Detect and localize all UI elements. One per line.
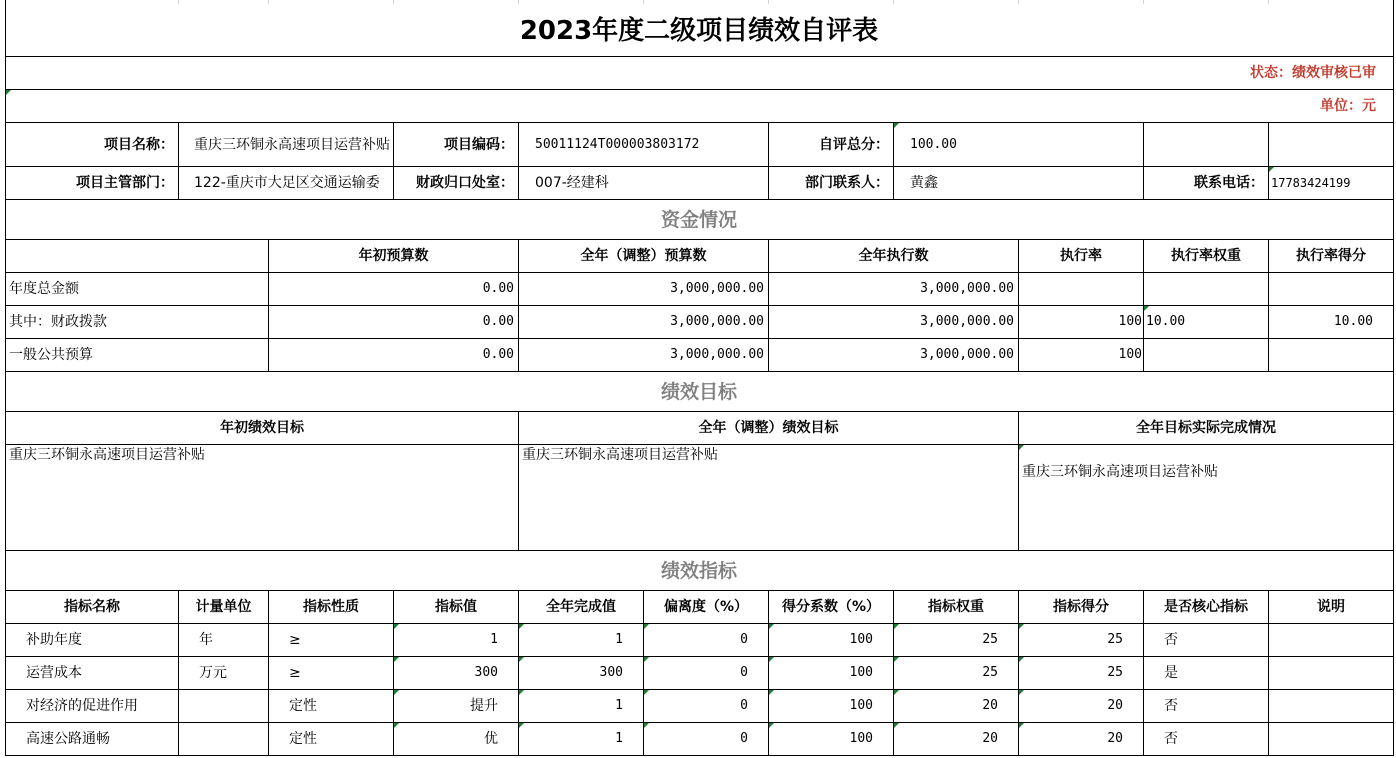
cell-marker [644, 624, 649, 629]
grid-mark [268, 0, 269, 4]
grid-mark [393, 0, 394, 4]
fund-row-rate[interactable] [1019, 273, 1143, 305]
fund-row-rate[interactable]: 100 [1118, 314, 1142, 329]
goals-header-adjusted: 全年（调整）绩效目标 [698, 420, 839, 436]
cell-marker [1019, 723, 1024, 728]
fund-row-rate[interactable]: 100 [1118, 347, 1142, 362]
indicator-cell-name[interactable]: 补助年度 [26, 632, 82, 648]
fund-row-initial[interactable]: 0.00 [482, 314, 514, 329]
cell-marker [1144, 306, 1149, 311]
project-code-value[interactable]: 50011124T000003803172 [535, 136, 700, 152]
indicator-header-unit: 计量单位 [195, 599, 252, 615]
cell-marker [769, 690, 774, 695]
fund-row-weight[interactable] [1144, 339, 1268, 371]
indicator-cell-deviation[interactable]: 0 [740, 698, 748, 713]
dept-value[interactable]: 122-重庆市大足区交通运输委 [194, 175, 380, 191]
indicator-cell-deviation[interactable]: 0 [740, 665, 748, 680]
indicator-header-score: 指标得分 [1053, 599, 1109, 615]
grid-mark [893, 0, 894, 4]
indicator-cell-nature[interactable]: 定性 [289, 698, 317, 714]
indicator-cell-coefficient[interactable]: 100 [849, 698, 873, 713]
cell-marker [894, 690, 899, 695]
indicator-header-target: 指标值 [435, 599, 477, 615]
goals-header-initial: 年初绩效目标 [220, 420, 304, 436]
indicator-cell-core[interactable]: 是 [1164, 665, 1178, 681]
indicator-header-nature: 指标性质 [303, 599, 359, 615]
grid-mark [643, 0, 644, 4]
indicator-cell-target[interactable]: 优 [484, 731, 498, 747]
fund-row-score[interactable]: 10.00 [1333, 314, 1373, 329]
border [518, 122, 519, 199]
indicator-cell-core[interactable]: 否 [1164, 632, 1178, 648]
cell-marker [6, 90, 11, 95]
indicator-cell-target[interactable]: 1 [490, 632, 498, 647]
indicator-cell-note[interactable] [1269, 690, 1393, 722]
grid-mark [178, 0, 179, 4]
cell-marker [519, 657, 524, 662]
indicator-cell-note[interactable] [1269, 624, 1393, 656]
cell-marker [394, 723, 399, 728]
funds-section-title: 资金情况 [660, 208, 737, 231]
indicator-header-note: 说明 [1317, 599, 1345, 615]
cell-marker [1269, 167, 1274, 172]
indicator-cell-completed[interactable]: 1 [615, 632, 623, 647]
funds-header-initial: 年初预算数 [358, 248, 429, 264]
indicator-cell-weight[interactable]: 20 [982, 731, 998, 746]
phone-value[interactable]: 17783424199 [1271, 176, 1351, 190]
fund-row-score[interactable] [1269, 339, 1393, 371]
indicator-cell-nature[interactable]: ≥ [289, 665, 301, 681]
border [1393, 0, 1394, 756]
cell-marker [1019, 657, 1024, 662]
indicator-cell-completed[interactable]: 1 [615, 698, 623, 713]
finance-office-label: 财政归口处室： [416, 175, 514, 191]
indicators-section-title: 绩效指标 [660, 559, 737, 582]
dept-label: 项目主管部门： [76, 175, 174, 191]
indicator-cell-deviation[interactable]: 0 [740, 731, 748, 746]
cell-marker [644, 690, 649, 695]
indicator-cell-score[interactable]: 20 [1107, 731, 1123, 746]
grid-mark [1143, 0, 1144, 4]
grid-mark [768, 0, 769, 4]
indicator-header-completed: 全年完成值 [546, 599, 616, 615]
self-score-value[interactable]: 100.00 [910, 136, 957, 152]
contact-value[interactable]: 黄鑫 [910, 175, 938, 191]
indicator-cell-nature[interactable]: ≥ [289, 632, 301, 648]
border [5, 755, 1393, 756]
cell-marker [1019, 690, 1024, 695]
cell-marker [769, 657, 774, 662]
funds-header-score: 执行率得分 [1296, 248, 1366, 264]
indicator-cell-unit[interactable]: 万元 [199, 665, 227, 681]
indicator-header-coefficient: 得分系数（%） [781, 599, 881, 615]
indicator-cell-name[interactable]: 高速公路通畅 [26, 731, 110, 747]
fund-row-adjusted[interactable]: 3,000,000.00 [670, 347, 764, 362]
grid-mark [1268, 0, 1269, 4]
fund-row-weight[interactable] [1144, 273, 1268, 305]
contact-label: 部门联系人： [805, 175, 889, 191]
project-code-label: 项目编码： [444, 136, 514, 153]
goal-initial-text[interactable]: 重庆三环铜永高速项目运营补贴 [9, 447, 205, 463]
fund-row-executed[interactable]: 3,000,000.00 [920, 314, 1014, 329]
project-name-value[interactable]: 重庆三环铜永高速项目运营补贴 [194, 136, 390, 153]
fund-row-name[interactable]: 一般公共预算 [9, 347, 93, 363]
border [178, 122, 179, 199]
cell-marker [894, 723, 899, 728]
indicator-cell-name[interactable]: 对经济的促进作用 [26, 698, 138, 714]
cell-marker [394, 657, 399, 662]
funds-header-weight: 执行率权重 [1171, 248, 1241, 264]
status-label: 状态：绩效审核已审 [1250, 65, 1376, 81]
fund-row-executed[interactable]: 3,000,000.00 [920, 347, 1014, 362]
indicator-cell-weight[interactable]: 20 [982, 698, 998, 713]
project-name-label: 项目名称： [104, 136, 174, 153]
fund-row-weight[interactable]: 10.00 [1146, 314, 1186, 329]
cell-marker [519, 690, 524, 695]
indicator-cell-score[interactable]: 25 [1107, 665, 1123, 680]
indicator-cell-target[interactable]: 300 [474, 665, 498, 680]
indicator-cell-note[interactable] [1269, 657, 1393, 689]
fund-row-initial[interactable]: 0.00 [482, 281, 514, 296]
cell-marker [519, 723, 524, 728]
cell-marker [1019, 445, 1024, 450]
cell-marker [894, 624, 899, 629]
indicator-cell-unit[interactable] [179, 723, 268, 755]
cell-marker [894, 657, 899, 662]
indicator-cell-completed[interactable]: 300 [599, 665, 623, 680]
indicator-cell-unit[interactable]: 年 [199, 632, 213, 648]
indicator-header-deviation: 偏离度（%） [663, 599, 749, 615]
cell-marker [894, 123, 899, 128]
fund-row-score[interactable] [1269, 273, 1393, 305]
goal-adjusted-text[interactable]: 重庆三环铜永高速项目运营补贴 [522, 447, 718, 463]
goal-actual-text[interactable]: 重庆三环铜永高速项目运营补贴 [1022, 464, 1218, 480]
grid-mark [518, 0, 519, 4]
goals-section-title: 绩效目标 [660, 380, 737, 403]
funds-header-adjusted: 全年（调整）预算数 [580, 248, 707, 264]
border [893, 122, 894, 199]
indicator-cell-name[interactable]: 运营成本 [26, 665, 82, 681]
finance-office-value[interactable]: 007-经建科 [535, 175, 609, 191]
indicator-cell-note[interactable] [1269, 723, 1393, 755]
indicator-cell-score[interactable]: 25 [1107, 632, 1123, 647]
cell-marker [644, 657, 649, 662]
fund-row-adjusted[interactable]: 3,000,000.00 [670, 314, 764, 329]
indicator-header-name: 指标名称 [64, 599, 120, 615]
unit-label: 单位：元 [1320, 98, 1376, 114]
fund-row-name[interactable]: 其中：财政拨款 [9, 314, 107, 330]
funds-header-rate: 执行率 [1060, 248, 1102, 264]
funds-header-executed: 全年执行数 [858, 248, 929, 264]
cell-marker [1019, 624, 1024, 629]
indicator-cell-deviation[interactable]: 0 [740, 632, 748, 647]
cell-marker [769, 624, 774, 629]
indicator-cell-coefficient[interactable]: 100 [849, 731, 873, 746]
cell-marker [769, 723, 774, 728]
indicator-cell-weight[interactable]: 25 [982, 632, 998, 647]
indicator-cell-unit[interactable] [179, 690, 268, 722]
indicator-cell-completed[interactable]: 1 [615, 731, 623, 746]
indicator-cell-core[interactable]: 否 [1164, 698, 1178, 714]
indicator-cell-score[interactable]: 20 [1107, 698, 1123, 713]
grid-mark [1018, 0, 1019, 4]
indicator-cell-coefficient[interactable]: 100 [849, 632, 873, 647]
self-score-label: 自评总分： [819, 136, 889, 153]
phone-label: 联系电话： [1194, 175, 1264, 191]
page-title: 2023年度二级项目绩效自评表 [519, 16, 879, 46]
fund-row-initial[interactable]: 0.00 [482, 347, 514, 362]
indicator-cell-weight[interactable]: 25 [982, 665, 998, 680]
cell-marker [644, 723, 649, 728]
indicator-cell-coefficient[interactable]: 100 [849, 665, 873, 680]
cell-marker [394, 624, 399, 629]
indicator-header-core: 是否核心指标 [1164, 599, 1248, 615]
cell-marker [394, 690, 399, 695]
indicator-header-weight: 指标权重 [928, 599, 984, 615]
fund-row-name[interactable]: 年度总金额 [9, 281, 79, 297]
goals-header-actual: 全年目标实际完成情况 [1136, 420, 1276, 436]
cell-marker [519, 624, 524, 629]
indicator-cell-nature[interactable]: 定性 [289, 731, 317, 747]
fund-row-executed[interactable]: 3,000,000.00 [920, 281, 1014, 296]
fund-row-adjusted[interactable]: 3,000,000.00 [670, 281, 764, 296]
indicator-cell-core[interactable]: 否 [1164, 731, 1178, 747]
indicator-cell-target[interactable]: 提升 [470, 698, 498, 714]
